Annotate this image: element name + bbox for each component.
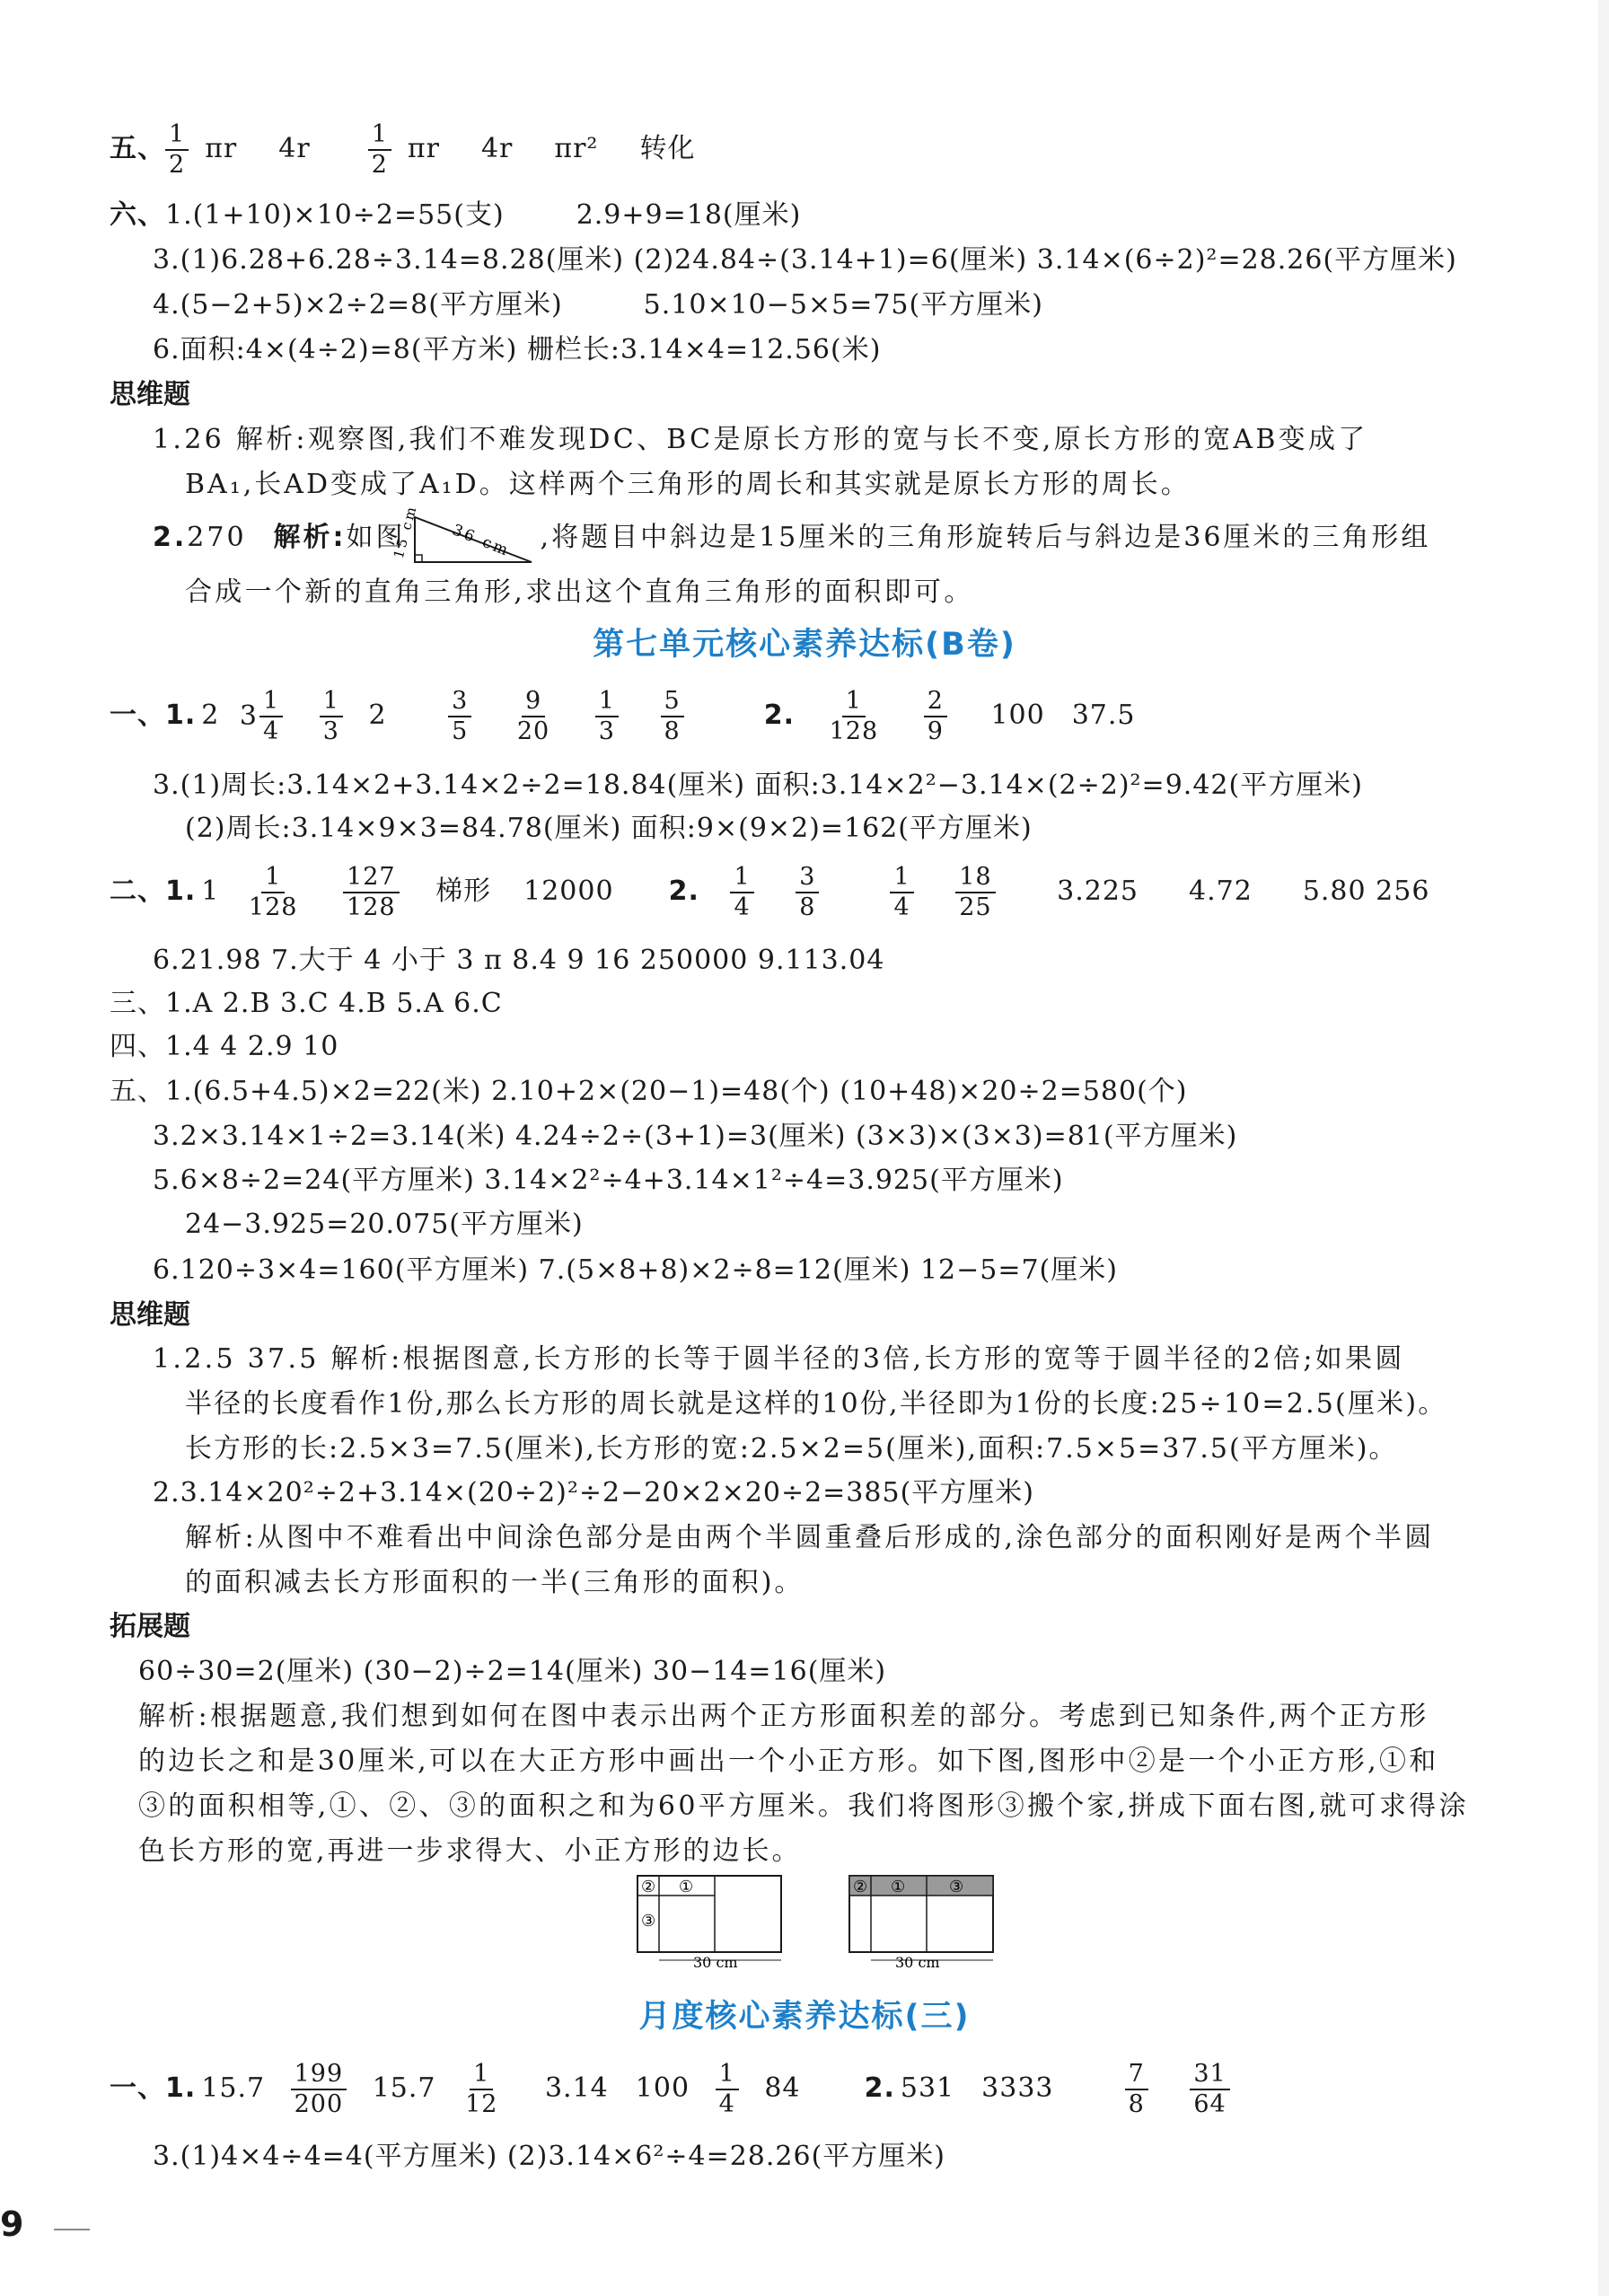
fraction: $\frac{1}{12}$ — [465, 2060, 498, 2118]
unit7-two-line-2: 6.21.98 7.大于 4 小于 3 π 8.4 9 16 250000 9.113.04 — [153, 945, 885, 976]
fraction: $\frac{18}{25}$ — [955, 863, 995, 922]
answer: πr — [407, 133, 440, 164]
answer: 1.(1+10)×10÷2=55(支) — [165, 199, 505, 231]
figure-label: 36 cm — [449, 521, 513, 561]
unit7-five-line-1: 五、1.(6.5+4.5)×2=22(米) 2.10+2×(20−1)=48(个) (10+48)×20÷2=580(个) — [110, 1076, 1188, 1107]
fraction: $\frac{1}{4}$ — [890, 863, 913, 922]
figure-label: ① — [679, 1878, 694, 1896]
fraction: $\frac{1}{4}$ — [716, 2060, 739, 2119]
unit7-four-line: 四、1.4 4 2.9 10 — [110, 1031, 339, 1062]
fraction: $\frac{199}{200}$ — [291, 2060, 347, 2119]
unit7-two-line-1: 二、1. 1 $\frac{1}{128}$ $\frac{127}{128}$ 梯形 12000 2. $\frac{1}{4}$ $\frac{3}{8}$ $\frac{1}{4}$ $\frac{18}{25}$ 3.225 4.72 5.80 256 — [110, 863, 1430, 921]
think2-q2-line-2: 解析:从图中不难看出中间涂色部分是由两个半圆重叠后形成的,涂色部分的面积刚好是两个半圆 — [185, 1522, 1435, 1553]
square-diagram-left — [634, 1872, 787, 1971]
unit7-five-line-5: 6.120÷3×4=160(平方厘米) 7.(5×8+8)×2÷8=12(厘米) 12−5=7(厘米) — [153, 1254, 1118, 1286]
figure-label: ③ — [641, 1912, 656, 1931]
fraction: $\frac{3}{8}$ — [796, 863, 819, 922]
answer: 5.10×10−5×5=75(平方厘米) — [643, 289, 1043, 321]
think2-q2-line-3: 的面积减去长方形面积的一半(三角形的面积)。 — [185, 1567, 804, 1598]
fraction: $\frac{1}{3}$ — [320, 687, 343, 746]
figure-label: ① — [891, 1878, 906, 1896]
figure-label: ② — [853, 1878, 868, 1896]
think1-q1-line-1: 1.26 解析:观察图,我们不难发现DC、BC是原长方形的宽与长不变,原长方形的宽AB变成了 — [153, 424, 1368, 455]
figure-label: ③ — [949, 1878, 964, 1896]
figure-label: 30 cm — [895, 1954, 940, 1971]
fraction: $\frac{9}{20}$ — [516, 687, 550, 745]
fraction: $\frac{1}{128}$ — [829, 687, 879, 745]
section-label: 五、 — [110, 133, 165, 164]
answer: πr² — [554, 133, 599, 164]
answer: 2.9+9=18(厘米) — [576, 199, 802, 231]
think2-q2-line-1: 2.3.14×20²÷2+3.14×(20÷2)²÷2−20×2×20÷2=385(平方厘米) — [153, 1477, 1034, 1509]
answer: 4r — [480, 133, 514, 164]
figure-label: 15 cm — [390, 502, 420, 560]
unit7-one-line-2: 3.(1)周长:3.14×2+3.14×2÷2=18.84(厘米) 面积:3.14×2²−3.14×(2÷2)²=9.42(平方厘米) — [153, 770, 1363, 801]
fraction: $\frac{5}{8}$ — [661, 687, 684, 746]
fraction: $\frac{1}{128}$ — [248, 863, 298, 921]
mixed-number: 3 1 4 — [240, 685, 283, 748]
page-number-rule — [54, 2229, 90, 2230]
section-heading: 第七单元核心素养达标(B卷) — [593, 627, 1016, 663]
fraction: $\frac{1}{2}$ — [165, 120, 189, 180]
think1-q1-line-2: BA₁,长AD变成了A₁D。这样两个三角形的周长和其实就是原长方形的周长。 — [185, 469, 1191, 500]
s6-line-3 — [153, 287, 1043, 323]
month-one-line-1: 一、1. 15.7 $\frac{199}{200}$ 15.7 $\frac{1}{12}$ 3.14 100 $\frac{1}{4}$ 84 2. 531 3333 $\frac{7}{8}$ $\frac{31}{64}$ — [110, 2056, 1246, 2121]
fraction: $\frac{127}{128}$ — [343, 863, 400, 922]
page-number: 9 — [0, 2204, 24, 2244]
unit7-one-line-1: 一、1. 2 3 1 4 $\frac{1}{3}$ 2 $\frac{3}{5}$ $\frac{9}{20}$ $\frac{1}{3}$ $\frac{5}{8}$ 2. $\frac{1}{128}$ $\frac{2}{9}$ 100 37.5 — [110, 684, 1136, 748]
figure-label: ② — [641, 1878, 656, 1896]
s6-line-4: 6.面积:4×(4÷2)=8(平方米) 栅栏长:3.14×4=12.56(米) — [153, 334, 882, 365]
fraction: $\frac{1}{3}$ — [595, 687, 619, 746]
square-diagram-right — [846, 1872, 998, 1971]
fraction: $\frac{3}{5}$ — [448, 687, 471, 746]
unit7-five-line-2: 3.2×3.14×1÷2=3.14(米) 4.24÷2÷(3+1)=3(厘米) (3×3)×(3×3)=81(平方厘米) — [153, 1121, 1238, 1152]
figure-label: 30 cm — [693, 1954, 738, 1971]
section-label: 六、 — [110, 199, 165, 231]
month-one-line-2: 3.(1)4×4÷4=4(平方厘米) (2)3.14×6²÷4=28.26(平方厘米) — [153, 2141, 946, 2172]
fraction: $\frac{2}{9}$ — [924, 687, 947, 746]
think2-q1-line-1: 1.2.5 37.5 解析:根据图意,长方形的长等于圆半径的3倍,长方形的宽等于圆半径的2倍;如果圆 — [153, 1343, 1405, 1375]
answer: 转化 — [639, 133, 696, 164]
think1-q2-line-2: 合成一个新的直角三角形,求出这个直角三角形的面积即可。 — [185, 576, 974, 608]
answer: πr — [205, 133, 238, 164]
answer: 4r — [278, 133, 311, 164]
section-heading: 月度核心素养达标(三) — [638, 1999, 971, 2035]
unit7-five-line-4: 24−3.925=20.075(平方厘米) — [185, 1209, 584, 1240]
fraction: $\frac{31}{64}$ — [1190, 2060, 1229, 2119]
fraction: $\frac{7}{8}$ — [1125, 2060, 1148, 2119]
section-title: 拓展题 — [110, 1611, 190, 1642]
think2-q1-line-3: 长方形的长:2.5×3=7.5(厘米),长方形的宽:2.5×2=5(厘米),面积:7.5×5=37.5(平方厘米)。 — [185, 1433, 1398, 1465]
unit7-five-line-3: 5.6×8÷2=24(平方厘米) 3.14×2²÷4+3.14×1²÷4=3.925(平方厘米) — [153, 1165, 1064, 1196]
s6-line-1 — [110, 198, 801, 233]
ext-line-3: 的边长之和是30厘米,可以在大正方形中画出一个小正方形。如下图,图形中②是一个小正方形,①和 — [138, 1746, 1439, 1777]
answer: 4.(5−2+5)×2÷2=8(平方厘米) — [153, 289, 563, 321]
ext-line-5: 色长方形的宽,再进一步求得大、小正方形的边长。 — [138, 1835, 802, 1867]
section-title: 思维题 — [110, 1299, 190, 1331]
ext-line-4: ③的面积相等,①、②、③的面积之和为60平方厘米。我们将图形③搬个家,拼成下面右图,就可求得涂 — [138, 1790, 1469, 1822]
unit7-one-line-3: (2)周长:3.14×9×3=84.78(厘米) 面积:9×(9×2)=162(平方厘米) — [185, 813, 1033, 844]
page-edge — [1598, 0, 1609, 2296]
think1-q2-line-1: 2.270 解析:如图 36 cm 15 cm ,将题目中斜边是15厘米的三角形旋转后与斜边是36厘米的三角形组 — [153, 512, 1430, 566]
s5-line — [110, 120, 695, 180]
unit7-three-line: 三、1.A 2.B 3.C 4.B 5.A 6.C — [110, 988, 503, 1019]
fraction: $\frac{1}{4}$ — [730, 863, 753, 922]
section-title: 思维题 — [110, 379, 190, 410]
think2-q1-line-2: 半径的长度看作1份,那么长方形的周长就是这样的10份,半径即为1份的长度:25÷10=2.5(厘米)。 — [185, 1388, 1447, 1420]
ext-line-2: 解析:根据题意,我们想到如何在图中表示出两个正方形面积差的部分。考虑到已知条件,两个正方形 — [138, 1701, 1429, 1732]
triangle-figure — [390, 502, 541, 566]
fraction: $\frac{1}{2}$ — [368, 120, 391, 180]
s6-line-2: 3.(1)6.28+6.28÷3.14=8.28(厘米) (2)24.84÷(3.14+1)=6(厘米) 3.14×(6÷2)²=28.26(平方厘米) — [153, 244, 1457, 276]
ext-line-1: 60÷30=2(厘米) (30−2)÷2=14(厘米) 30−14=16(厘米) — [138, 1656, 887, 1687]
